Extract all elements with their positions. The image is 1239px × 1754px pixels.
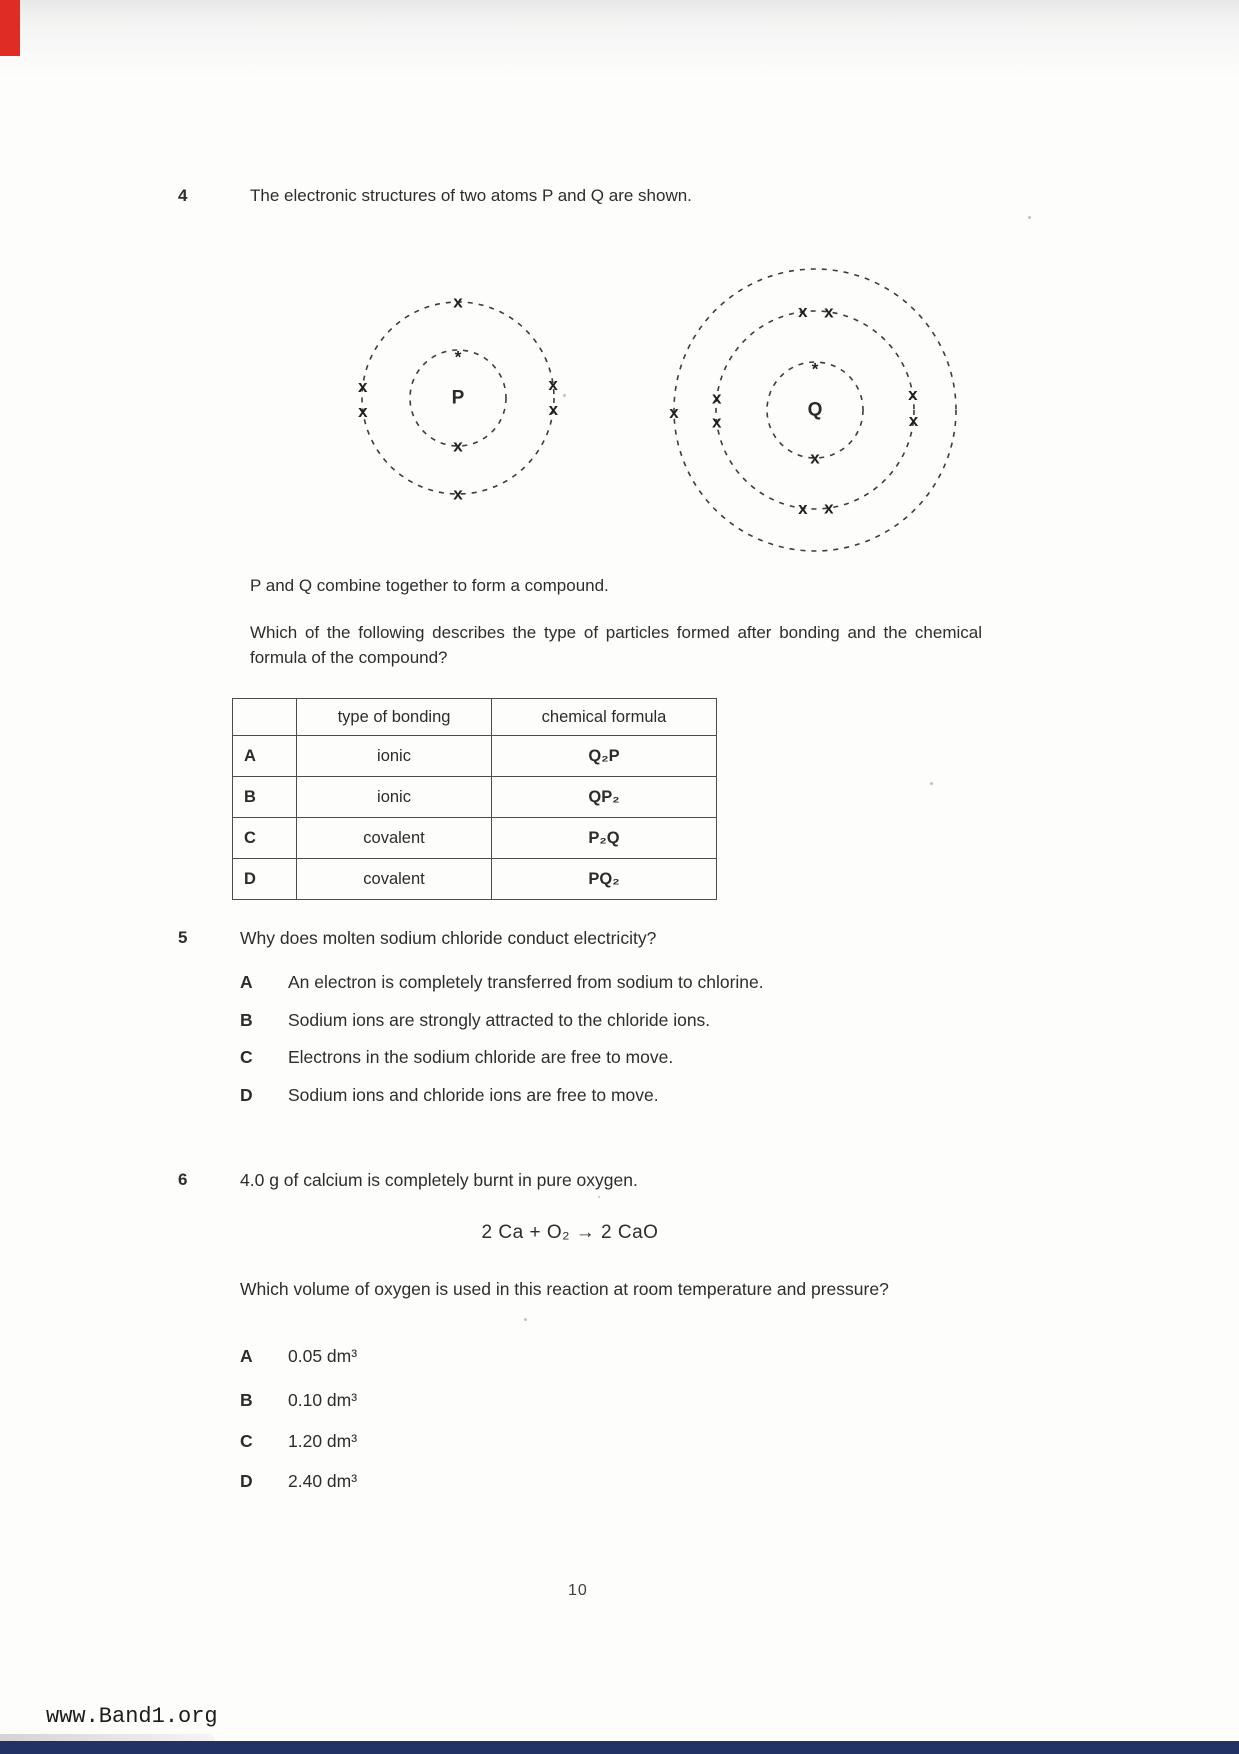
row-label: D (233, 859, 297, 900)
row-bonding: ionic (297, 777, 492, 818)
table-header-formula: chemical formula (492, 699, 717, 736)
row-formula: Q₂P (492, 736, 717, 777)
electron-mark: * (454, 347, 462, 367)
q6-question: Which volume of oxygen is used in this reaction at room temperature and pressure? (240, 1279, 889, 1299)
electron-mark: x (548, 375, 558, 395)
electron-mark: x (711, 388, 722, 408)
footer-bar (0, 1741, 1239, 1754)
table-row (233, 818, 717, 859)
row-formula: P₂Q (492, 818, 717, 859)
row-bonding: ionic (297, 736, 492, 777)
corner-mark (0, 0, 20, 56)
electron-mark: x (453, 484, 463, 504)
option-text: An electron is completely transferred from sodium to chlorine. (288, 972, 764, 992)
electron-mark: x (824, 498, 834, 518)
electronic-structure-diagram (340, 250, 980, 570)
q6-option-a (240, 1346, 357, 1367)
option-letter: B (240, 1010, 253, 1030)
electron-mark: x (358, 401, 368, 421)
option-text: 0.10 dm³ (288, 1390, 358, 1410)
option-text: 2.40 dm³ (288, 1471, 358, 1491)
row-bonding: covalent (297, 859, 492, 900)
row-label: A (233, 736, 297, 777)
table-row (233, 859, 717, 900)
table-header-row (233, 699, 717, 736)
q6-intro: 4.0 g of calcium is completely burnt in pure oxygen. (240, 1170, 638, 1190)
option-letter: C (240, 1431, 253, 1451)
option-text: Sodium ions and chloride ions are free to move. (288, 1085, 659, 1105)
electron-mark: x (810, 448, 820, 468)
electron-mark: x (669, 403, 679, 422)
q6-option-d (240, 1471, 357, 1492)
scan-speck (930, 782, 933, 785)
q5-option-b (240, 1010, 710, 1031)
row-bonding: covalent (297, 818, 492, 859)
q6-number: 6 (178, 1170, 188, 1189)
option-letter: D (240, 1471, 253, 1491)
row-label: C (233, 818, 297, 859)
electron-mark: x (453, 436, 463, 456)
electron-mark: x (908, 385, 918, 404)
row-formula: PQ₂ (492, 859, 717, 900)
table-header-bonding: type of bonding (297, 699, 492, 736)
q4-question: Which of the following describes the type of particles formed after bonding and the chemical formula of the compound? (250, 623, 982, 667)
option-text: 0.05 dm³ (288, 1346, 358, 1366)
q5-option-a (240, 972, 764, 993)
electron-mark: x (453, 292, 463, 312)
electron-mark: x (357, 376, 368, 396)
q5-question: Why does molten sodium chloride conduct electricity? (240, 928, 657, 948)
option-letter: C (240, 1047, 253, 1067)
table-row (233, 777, 717, 818)
electron-mark: x (798, 498, 808, 518)
q5-option-c (240, 1047, 673, 1068)
electron-mark: x (548, 400, 559, 420)
electron-mark: x (798, 302, 808, 322)
option-letter: D (240, 1085, 253, 1105)
row-formula: QP₂ (492, 777, 717, 818)
electron-mark: x (824, 302, 834, 322)
scan-speck (598, 1196, 600, 1198)
page-number: 10 (568, 1582, 588, 1599)
option-letter: A (240, 1346, 253, 1366)
electron-mark: * (811, 359, 819, 379)
electron-mark: x (908, 410, 919, 430)
q5-option-d (240, 1085, 659, 1106)
q5-number: 5 (178, 928, 188, 947)
option-text: Sodium ions are strongly attracted to the chloride ions. (288, 1010, 711, 1030)
q6-option-b (240, 1390, 357, 1411)
q4-combine-text: P and Q combine together to form a compound. (250, 576, 609, 595)
atom-label-P: P (451, 387, 465, 409)
q4-intro: The electronic structures of two atoms P and Q are shown. (250, 186, 692, 205)
table-header-blank (233, 699, 297, 736)
option-text: 1.20 dm³ (288, 1431, 358, 1451)
row-label: B (233, 777, 297, 818)
scan-artifact-top (0, 0, 1239, 78)
electron-mark: x (711, 412, 722, 432)
bonding-table (232, 698, 717, 900)
scan-speck (524, 1318, 527, 1321)
option-text: Electrons in the sodium chloride are free to move. (288, 1047, 674, 1067)
option-letter: B (240, 1390, 253, 1410)
q4-number: 4 (178, 186, 188, 205)
table-row (233, 736, 717, 777)
atom-label-Q: Q (807, 399, 823, 421)
scan-speck (1028, 216, 1031, 219)
footer-url: www.Band1.org (46, 1704, 218, 1729)
chemical-equation: 2 Ca + O₂ → 2 CaO (481, 1222, 659, 1243)
q6-option-c (240, 1431, 357, 1452)
option-letter: A (240, 972, 253, 992)
